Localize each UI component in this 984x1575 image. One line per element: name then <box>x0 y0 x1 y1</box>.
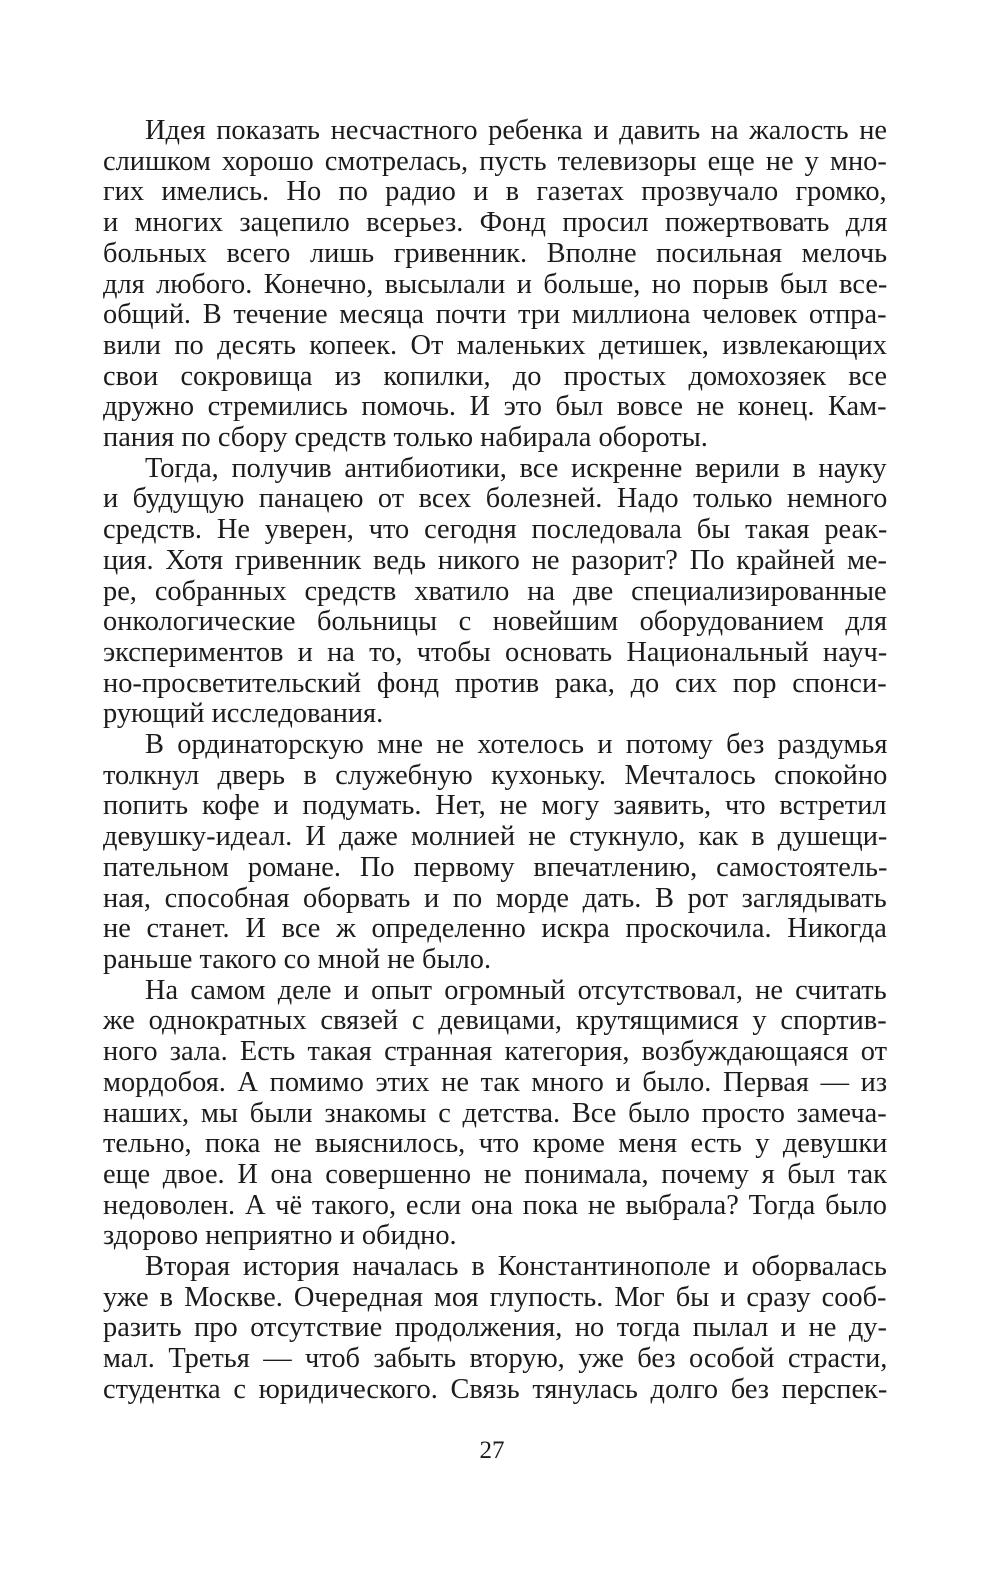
text-line: тельно, пока не выяснилось, что кроме меня есть у девушки <box>103 1128 888 1160</box>
paragraph <box>103 976 887 1252</box>
paragraph <box>103 730 887 976</box>
paragraph <box>103 116 887 454</box>
text-line: здорово неприятно и обидно. <box>103 1220 457 1252</box>
text-line: и будущую панацею от всех болезней. Надо только немного <box>103 483 888 515</box>
text-line: пательном романе. По первому впечатлению, самостоятель- <box>103 851 888 883</box>
text-line: пания по сбору средств только набирала обороты. <box>103 422 708 454</box>
text-line: ре, собранных средств хватило на две специализированные <box>103 575 887 607</box>
text-line: студентка с юридического. Связь тянулась долго без перспек- <box>103 1373 888 1405</box>
text-line: девушку-идеал. И даже молнией не стукнуло, как в душещи- <box>103 821 888 853</box>
text-line: но-просветительский фонд против рака, до сих пор спонси- <box>103 667 887 699</box>
text-line: больных всего лишь гривенник. Вполне посильная мелочь <box>103 237 888 269</box>
text-line: онкологические больницы с новейшим оборудованием для <box>103 606 888 638</box>
body-text <box>103 116 887 1406</box>
text-line: и многих зацепило всерьез. Фонд просил пожертвовать для <box>103 207 888 239</box>
text-line: уже в Москве. Очередная моя глупость. Мог бы и сразу сооб- <box>103 1281 887 1313</box>
text-line: свои сокровища из копилки, до простых домохозяек все <box>103 360 888 392</box>
text-line: попить кофе и подумать. Нет, не могу заявить, что встретил <box>103 790 887 822</box>
text-line: ная, способная оборвать и по морде дать. В рот заглядывать <box>103 882 887 914</box>
text-line: слишком хорошо смотрелась, пусть телевизоры еще не у мно- <box>103 145 887 177</box>
text-line: гих имелись. Но по радио и в газетах прозвучало громко, <box>103 176 887 208</box>
text-line: недоволен. А чё такого, если она пока не выбрала? Тогда было <box>103 1189 887 1221</box>
text-line: Вторая история началась в Константинополе и оборвалась <box>145 1251 887 1283</box>
text-line: рующий исследования. <box>103 698 384 730</box>
text-line: мал. Третья — чтоб забыть вторую, уже без особой страсти, <box>103 1343 888 1375</box>
text-line: же однократных связей с девицами, крутящимися у спортив- <box>103 1005 887 1037</box>
text-line: Тогда, получив антибиотики, все искренне верили в науку <box>145 452 887 484</box>
text-line: разить про отсутствие продолжения, но тогда пылал и не ду- <box>103 1312 887 1344</box>
text-line: ция. Хотя гривенник ведь никого не разорит? По крайней ме- <box>103 544 887 576</box>
text-line: экспериментов и на то, чтобы основать Национальный науч- <box>103 636 888 668</box>
text-line: вили по десять копеек. От маленьких детишек, извлекающих <box>103 329 887 361</box>
text-line: На самом деле и опыт огромный отсутствовал, не считать <box>145 974 887 1006</box>
text-line: дружно стремились помочь. И это был вовсе не конец. Кам- <box>103 391 887 423</box>
text-line: толкнул дверь в служебную кухоньку. Мечталось спокойно <box>103 759 888 791</box>
text-line: еще двое. И она совершенно не понимала, почему я был так <box>103 1158 887 1190</box>
page-number: 27 <box>479 1437 505 1464</box>
text-line: общий. В течение месяца почти три миллиона человек отпра- <box>103 299 887 331</box>
text-line: ного зала. Есть такая странная категория, возбуждающаяся от <box>103 1036 887 1068</box>
text-line: наших, мы были знакомы с детства. Все было просто замеча- <box>103 1097 887 1129</box>
text-line: мордобоя. А помимо этих не так много и было. Первая — из <box>103 1066 888 1098</box>
text-line: В ординаторскую мне не хотелось и потому без раздумья <box>145 729 888 761</box>
paragraph <box>103 1252 887 1406</box>
text-line: для любого. Конечно, высылали и больше, но порыв был все- <box>103 268 888 300</box>
text-line: раньше такого со мной не было. <box>103 943 492 975</box>
text-line: не станет. И все ж определенно искра проскочила. Никогда <box>103 913 887 945</box>
paragraph <box>103 454 887 730</box>
text-line: Идея показать несчастного ребенка и давить на жалость не <box>145 115 888 146</box>
text-line: средств. Не уверен, что сегодня последовала бы такая реак- <box>103 514 888 546</box>
